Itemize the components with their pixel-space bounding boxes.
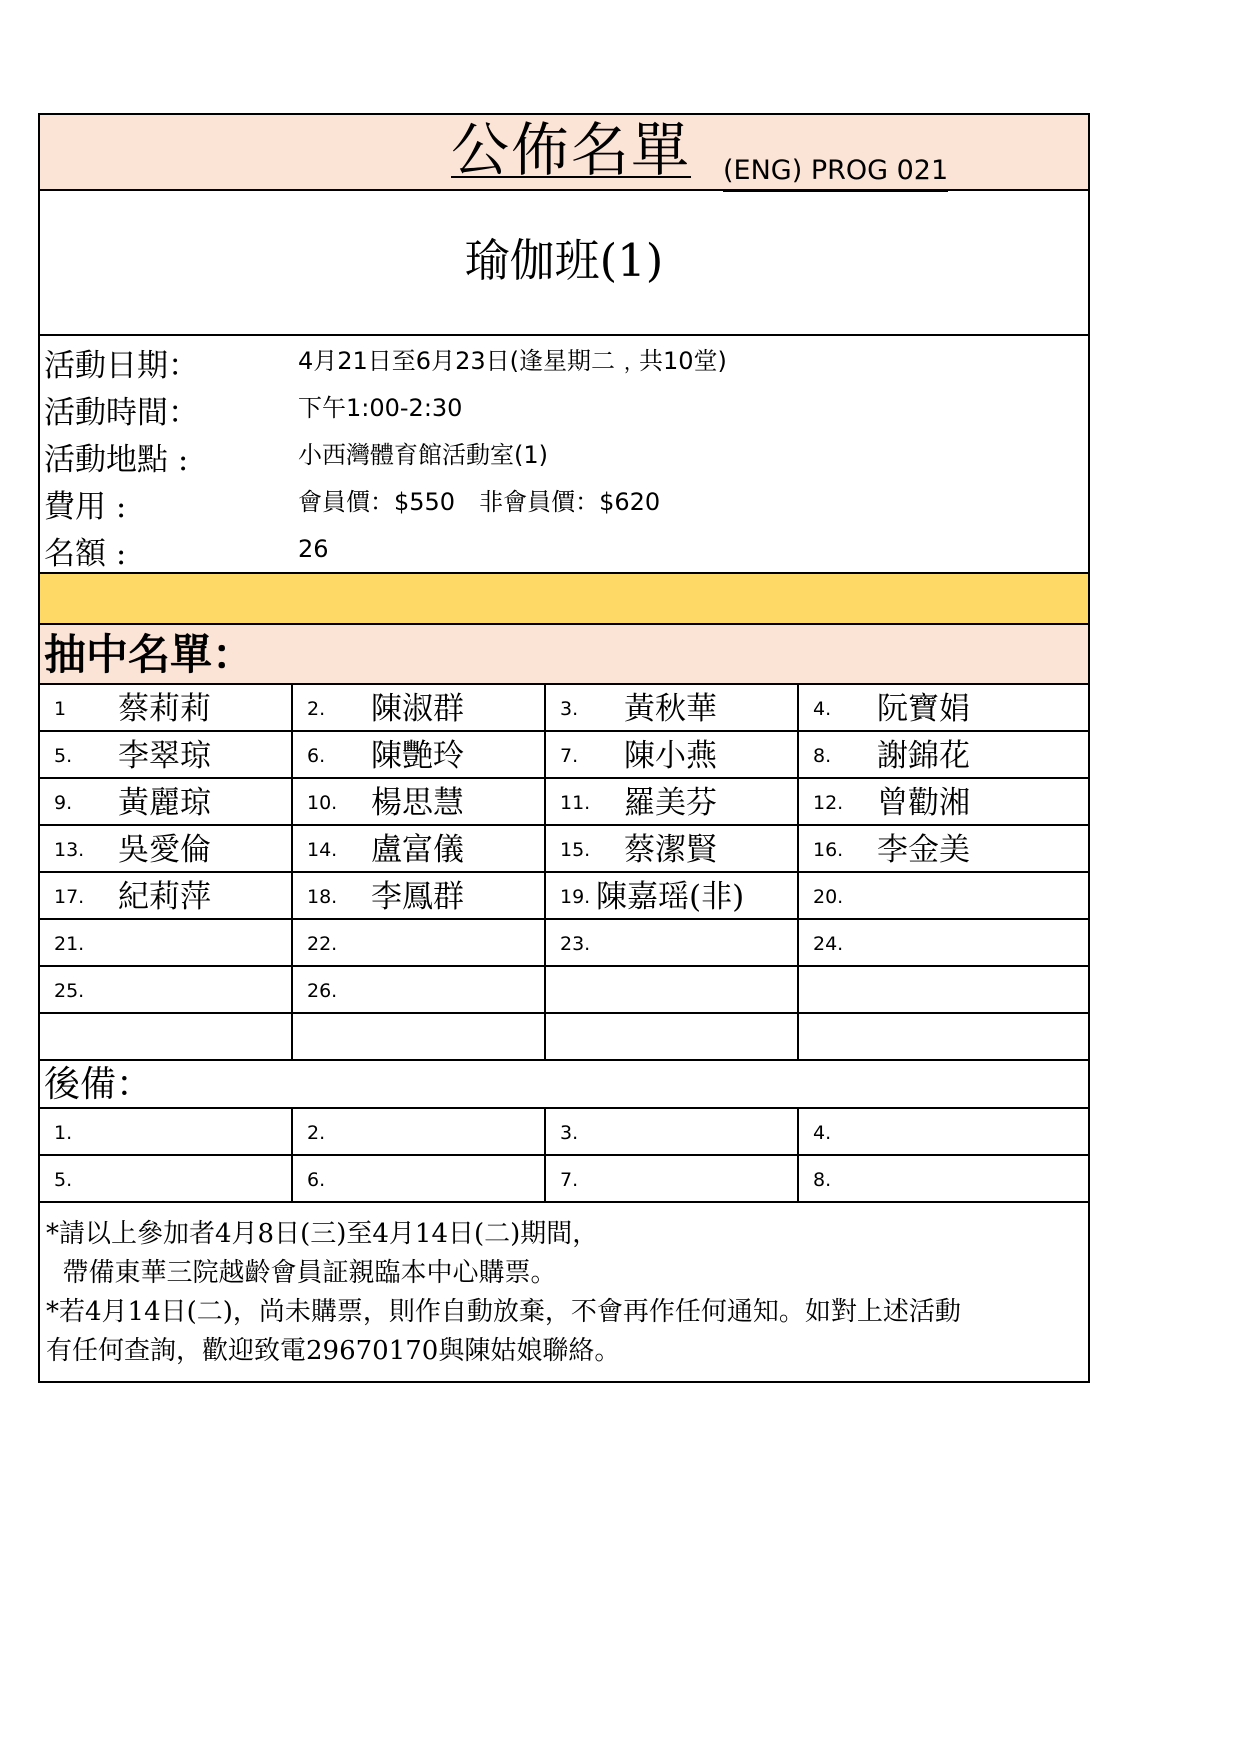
course-row (40, 191, 1088, 336)
highlight-band (40, 574, 1088, 625)
entry-number: 10. (307, 792, 338, 814)
entry-name: 謝錦花 (877, 738, 970, 774)
entry-name: 陳小燕 (624, 738, 717, 774)
waitlist-title: 後備： (44, 1064, 153, 1105)
winners-grid (40, 685, 1088, 1061)
list-cell (799, 685, 1088, 732)
entry-name: 李翠琼 (118, 738, 211, 774)
note-line: *若4月14日(二)，尚未購票，則作自動放棄，不會再作任何通知。如對上述活動 (46, 1297, 961, 1327)
entry-name: 吳愛倫 (118, 832, 211, 868)
entry-number: 16. (813, 839, 844, 861)
entry-name: 盧富儀 (371, 832, 464, 868)
list-cell (799, 967, 1088, 1014)
entry-number: 4. (813, 1122, 832, 1144)
course-name: 瑜伽班(1) (464, 234, 664, 287)
entry-number: 2. (307, 1122, 326, 1144)
list-cell (799, 779, 1088, 826)
entry-number: 17. (54, 886, 85, 908)
list-cell (546, 779, 799, 826)
entry-number: 1 (54, 698, 67, 720)
entry-number: 6. (307, 1169, 326, 1191)
entry-number: 15. (560, 839, 591, 861)
list-cell (293, 967, 546, 1014)
info-line-quota (40, 528, 1088, 575)
entry-number: 23. (560, 933, 591, 955)
entry-name: 陳淑群 (371, 691, 464, 727)
entry-number: 2. (307, 698, 326, 720)
entry-number: 11. (560, 792, 591, 814)
entry-number: 13. (54, 839, 85, 861)
list-cell (546, 1109, 799, 1156)
list-cell (799, 1109, 1088, 1156)
entry-number: 3. (560, 698, 579, 720)
entry-number: 18. (307, 886, 338, 908)
entry-number: 26. (307, 980, 338, 1002)
entry-name: 紀莉萍 (118, 879, 211, 915)
entry-number: 20. (813, 886, 844, 908)
list-cell (40, 967, 293, 1014)
entry-number: 5. (54, 1169, 73, 1191)
list-cell (40, 732, 293, 779)
list-cell (546, 920, 799, 967)
entry-name: 羅美芬 (624, 785, 717, 821)
entry-name: 李鳳群 (371, 879, 464, 915)
note-line: *請以上參加者4月8日(三)至4月14日(二)期間， (46, 1219, 599, 1249)
list-cell (293, 779, 546, 826)
entry-number: 12. (813, 792, 844, 814)
entry-name: 陳艷玲 (371, 738, 464, 774)
list-cell (293, 685, 546, 732)
list-cell (546, 1014, 799, 1061)
list-cell (293, 920, 546, 967)
entry-name: 陳嘉瑶(非) (596, 879, 745, 915)
page-title: 公佈名單 (451, 116, 692, 184)
list-cell (293, 1109, 546, 1156)
entry-name: 蔡潔賢 (624, 832, 717, 868)
entry-name: 曾勸湘 (877, 785, 970, 821)
list-cell (546, 967, 799, 1014)
waitlist-title-row (40, 1061, 1088, 1109)
winners-title: 抽中名單： (44, 630, 255, 679)
entry-number: 24. (813, 933, 844, 955)
entry-number: 1. (54, 1122, 73, 1144)
info-value: 會員價：$550 非會員價：$620 (298, 488, 661, 516)
notes-section (40, 1203, 1088, 1381)
info-section (40, 336, 1088, 574)
entry-number: 25. (54, 980, 85, 1002)
list-cell (40, 873, 293, 920)
info-label: 活動地點 : (44, 442, 189, 478)
info-value: 下午1:00-2:30 (298, 394, 463, 422)
header-row (40, 115, 1088, 191)
list-cell (40, 1109, 293, 1156)
list-cell (40, 685, 293, 732)
list-cell (546, 826, 799, 873)
entry-number: 22. (307, 933, 338, 955)
list-cell (293, 732, 546, 779)
entry-number: 19. (560, 886, 591, 908)
info-label: 名額 : (44, 536, 127, 572)
list-cell (799, 826, 1088, 873)
list-cell (40, 779, 293, 826)
list-cell (293, 1014, 546, 1061)
list-cell (546, 873, 799, 920)
info-value: 4月21日至6月23日(逢星期二﹐共10堂) (298, 347, 727, 375)
program-code: (ENG) PROG 021 (723, 153, 948, 192)
list-cell (293, 1156, 546, 1203)
entry-number: 6. (307, 745, 326, 767)
list-cell (546, 1156, 799, 1203)
info-line-venue (40, 434, 1088, 481)
info-label: 活動日期： (44, 348, 199, 384)
entry-name: 蔡莉莉 (118, 691, 211, 727)
entry-number: 14. (307, 839, 338, 861)
info-line-time (40, 387, 1088, 434)
note-line: 帶備東華三院越齡會員証親臨本中心購票。 (46, 1258, 557, 1288)
notice-sheet (38, 113, 1090, 1383)
list-cell (799, 1014, 1088, 1061)
entry-number: 7. (560, 1169, 579, 1191)
list-cell (546, 732, 799, 779)
waitlist-grid (40, 1109, 1088, 1203)
info-label: 活動時間： (44, 395, 199, 431)
info-value: 26 (298, 535, 329, 563)
entry-name: 阮寶娟 (877, 691, 970, 727)
list-cell (799, 1156, 1088, 1203)
entry-name: 黃麗琼 (118, 785, 211, 821)
entry-number: 4. (813, 698, 832, 720)
list-cell (293, 826, 546, 873)
entry-name: 黃秋華 (624, 691, 717, 727)
list-cell (293, 873, 546, 920)
list-cell (799, 732, 1088, 779)
entry-name: 楊思慧 (371, 785, 464, 821)
entry-number: 21. (54, 933, 85, 955)
list-cell (799, 873, 1088, 920)
entry-number: 3. (560, 1122, 579, 1144)
info-line-fee (40, 481, 1088, 528)
entry-number: 7. (560, 745, 579, 767)
list-cell (40, 1014, 293, 1061)
list-cell (40, 1156, 293, 1203)
entry-number: 5. (54, 745, 73, 767)
entry-number: 8. (813, 1169, 832, 1191)
entry-name: 李金美 (877, 832, 970, 868)
info-value: 小西灣體育館活動室(1) (298, 441, 548, 469)
note-line: 有任何查詢，歡迎致電29670170與陳姑娘聯絡。 (46, 1336, 621, 1366)
entry-number: 9. (54, 792, 73, 814)
list-cell (546, 685, 799, 732)
list-cell (40, 826, 293, 873)
info-label: 費用 : (44, 489, 127, 525)
entry-number: 8. (813, 745, 832, 767)
list-cell (799, 920, 1088, 967)
list-cell (40, 920, 293, 967)
winners-title-row (40, 625, 1088, 685)
info-line-date (40, 340, 1088, 387)
